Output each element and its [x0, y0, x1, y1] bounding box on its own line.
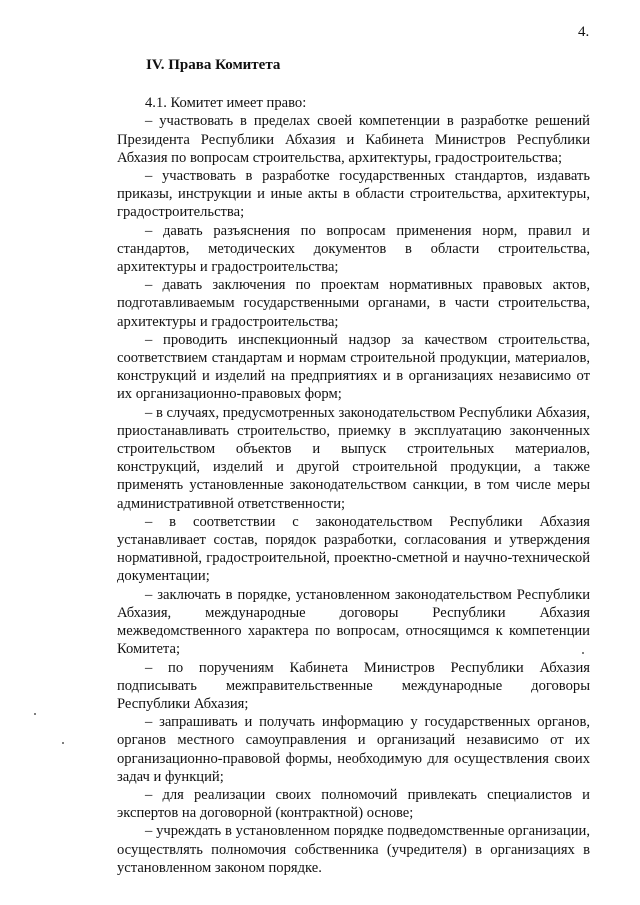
paragraph-item: – участвовать в разработке государственных стандартов, издавать приказы, инструкции и иные акты в области строительства, архитектуры, градостроительства; [117, 168, 590, 221]
paragraph-item: – заключать в порядке, установленном законодательством Республики Абхазия, международные договоры Республики Абхазия межведомственного характера по вопросам, относящимся к компетенции Комитета; [117, 586, 590, 658]
paragraph-item: – учреждать в установленном порядке подведомственные организации, осуществлять полномочия собственника (учредителя) в организациях в установленном законом порядке. [117, 823, 590, 876]
paragraph-item: – по поручениям Кабинета Министров Республики Абхазия подписывать межправительственные международные договоры Республики Абхазия; [117, 659, 590, 712]
paragraph-item: – участвовать в пределах своей компетенции в разработке решений Президента Республики Абхазия и Кабинета Министров Республики Абхазия по вопросам строительства, архитектуры, градостроительства; [117, 113, 590, 166]
paragraph-item: – давать заключения по проектам нормативных правовых актов, подготавливаемым государственными органами, в части строительства, архитектуры и градостроительства; [117, 277, 590, 330]
page-number: 4. [578, 24, 590, 40]
scan-speck [34, 713, 36, 715]
paragraph-item: – для реализации своих полномочий привлекать специалистов и экспертов на договорной (контрактной) основе; [117, 786, 590, 822]
paragraph-intro: 4.1. Комитет имеет право: [145, 95, 307, 112]
scan-speck [582, 652, 584, 654]
section-heading: IV. Права Комитета [146, 57, 281, 73]
paragraph-item: – запрашивать и получать информацию у государственных органов, органов местного самоуправления и организаций независимо от их организационно-правовой формы, необходимую для осуществления своих задач и функций; [117, 714, 590, 785]
scan-speck [62, 742, 64, 744]
paragraph-item: – в случаях, предусмотренных законодательством Республики Абхазия, приостанавливать строительство, приемку в эксплуатацию законченных строительством объектов и выпуск строительных материалов, конструкций, изделий и другой строительной продукции, а также применять установленные законодательством санкции, в том числе меры административной ответственности; [117, 404, 590, 512]
paragraph-item: – давать разъяснения по вопросам применения норм, правил и стандартов, методических документов в области строительства, архитектуры и градостроительства; [117, 222, 590, 276]
document-body [117, 56, 590, 877]
paragraph-item: – проводить инспекционный надзор за качеством строительства, соответствием стандартам и нормам строительной продукции, материалов, конструкций и изделий на предприятиях и в организациях независимо от их организационно-правовых форм; [117, 331, 590, 403]
paragraph-item: – в соответствии с законодательством Республики Абхазия устанавливает состав, порядок разработки, согласования и утверждения нормативной, градостроительной, проектно-сметной и научно-технической документации; [117, 513, 590, 585]
